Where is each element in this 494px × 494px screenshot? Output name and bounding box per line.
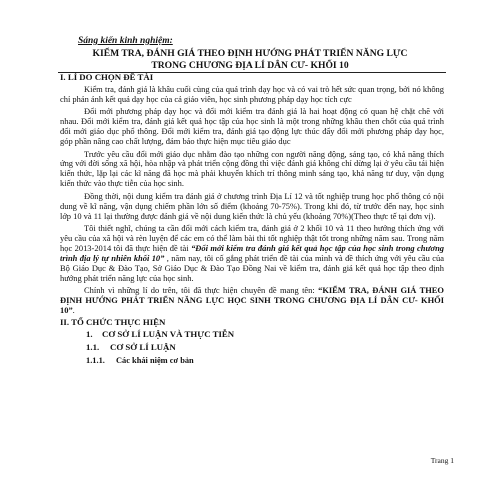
subheading-1 bbox=[86, 330, 444, 340]
subheading-1-1-1-number: 1.1.1. bbox=[86, 356, 105, 366]
subheading-1-1 bbox=[86, 343, 444, 353]
paragraph-4: Đồng thời, nội dung kiểm tra đánh giá ở chương trình Địa Lí 12 và tốt nghiệp trung học phổ thông có nội dung về kĩ năng, vận dụng chiếm phần lớn số điểm (khoảng 70-75%). Trong khi đó, từ trước đến nay, học sinh lớp 10 và 11 lại thường được đánh giá về nội dung kiến thức là chủ yếu (khoảng 70%)(Theo thực tế tại đơn vị). bbox=[60, 190, 444, 221]
section-heading-implementation: II. TỔ CHỨC THỰC HIỆN bbox=[60, 317, 166, 328]
section-heading-reasons: I. LÍ DO CHỌN ĐỀ TÀI bbox=[60, 72, 154, 82]
paragraph-2: Đổi mới phương pháp dạy học và đổi mới kiểm tra đánh giá là hai hoạt động có quan hệ chặt chẽ với nhau. Đổi mới kiểm tra, đánh giá kết quả học tập của học sinh là một trong những khâu then chốt của quá trình đổi mới giáo dục phổ thông. Đổi mới kiểm tra, đánh giá tạo động lực thúc đẩy đổi mới phương pháp dạy học, góp phần nâng cao chất lượng, đảm bảo thực hiện mục tiêu giáo dục bbox=[60, 106, 444, 147]
document-title-line-2: TRONG CHƯƠNG ĐỊA LÍ DÂN CƯ- KHỐI 10 bbox=[151, 60, 349, 71]
page-number: Trang 1 bbox=[430, 456, 454, 465]
subheading-1-label: CƠ SỞ LÍ LUẬN VÀ THỰC TIỄN bbox=[102, 329, 235, 340]
document-title bbox=[60, 48, 440, 72]
subheading-1-1-number: 1.1. bbox=[86, 342, 100, 353]
subheading-1-1-label: CƠ SỞ LÍ LUẬN bbox=[110, 342, 176, 353]
paragraph-5-text-a: Tôi thiết nghĩ, chúng ta cần đổi mới cách kiểm tra, đánh giá ở 2 khối 10 và 11 theo hướng thích ứng với yêu cầu của xã hội và rèn luyện để các em có thể làm bài thi tốt nghiệp thật tốt trong những năm sau. Trong năm học 2013-2014 tôi đã thực hiện đề tài bbox=[60, 223, 444, 253]
paragraph-5-text-b: , năm nay, tôi cố gắng phát triển đề tài của mình và đề thích ứng với yêu cầu của Bộ Giáo Dục & Đào Tạo, Sở Giáo Dục & Đào Tạo Đồng Nai về kiểm tra, đánh giá kết quả học tập theo định hướng phát triển năng lực của học sinh. bbox=[60, 252, 444, 283]
paragraph-6 bbox=[60, 286, 444, 316]
previous-topic-title: “Đổi mới kiểm tra đánh giá kết quả học tập của học sinh trong chương trình địa lý tự nhiên khối 10” bbox=[60, 242, 444, 263]
paragraph-3: Trước yêu cầu đổi mới giáo dục nhằm đào tạo những con người năng động, sáng tạo, có khả năng thích ứng với đời sống xã hội, hòa nhập và phát triển cộng đồng thì việc đánh giá không chỉ dừng lại ở yêu cầu tái hiện kiến thức, lặp lại các kĩ năng đã học mà phải khuyến khích trí thông minh sáng tạo, khả năng tư duy, vận dụng kiến thức vào thực tiễn của học sinh. bbox=[60, 148, 444, 189]
paragraph-6-text-a: Chính vì những lí do trên, tôi đã thực hiện chuyên đề mang tên: bbox=[84, 285, 319, 296]
paragraph-1: Kiểm tra, đánh giá là khâu cuối cùng của quá trình dạy học và có vai trò hết sức quan trọng, bởi nó không chỉ phản ánh kết quả dạy học của cả giáo viên, học sinh phương pháp dạy học tích cực bbox=[60, 83, 444, 104]
initiative-label: Sáng kiến kinh nghiệm: bbox=[78, 36, 173, 46]
subheading-1-1-1 bbox=[86, 356, 444, 366]
subheading-1-number: 1. bbox=[86, 329, 93, 340]
document-title-line-1: KIỂM TRA, ĐÁNH GIÁ THEO ĐỊNH HƯỚNG PHÁT TRIỂN NĂNG LỰC bbox=[92, 48, 408, 59]
document-body bbox=[60, 72, 444, 366]
paragraph-5 bbox=[60, 224, 444, 283]
paragraph-6-text-b: . bbox=[72, 304, 75, 315]
topic-title: “KIỂM TRA, ĐÁNH GIÁ THEO ĐỊNH HƯỚNG PHÁT TRIỂN NĂNG LỰC HỌC SINH TRONG CHƯƠNG ĐỊA LÍ DÂN CƯ- KHỐI 10” bbox=[60, 285, 444, 315]
subheading-1-1-1-label: Các khái niệm cơ bản bbox=[116, 356, 194, 366]
